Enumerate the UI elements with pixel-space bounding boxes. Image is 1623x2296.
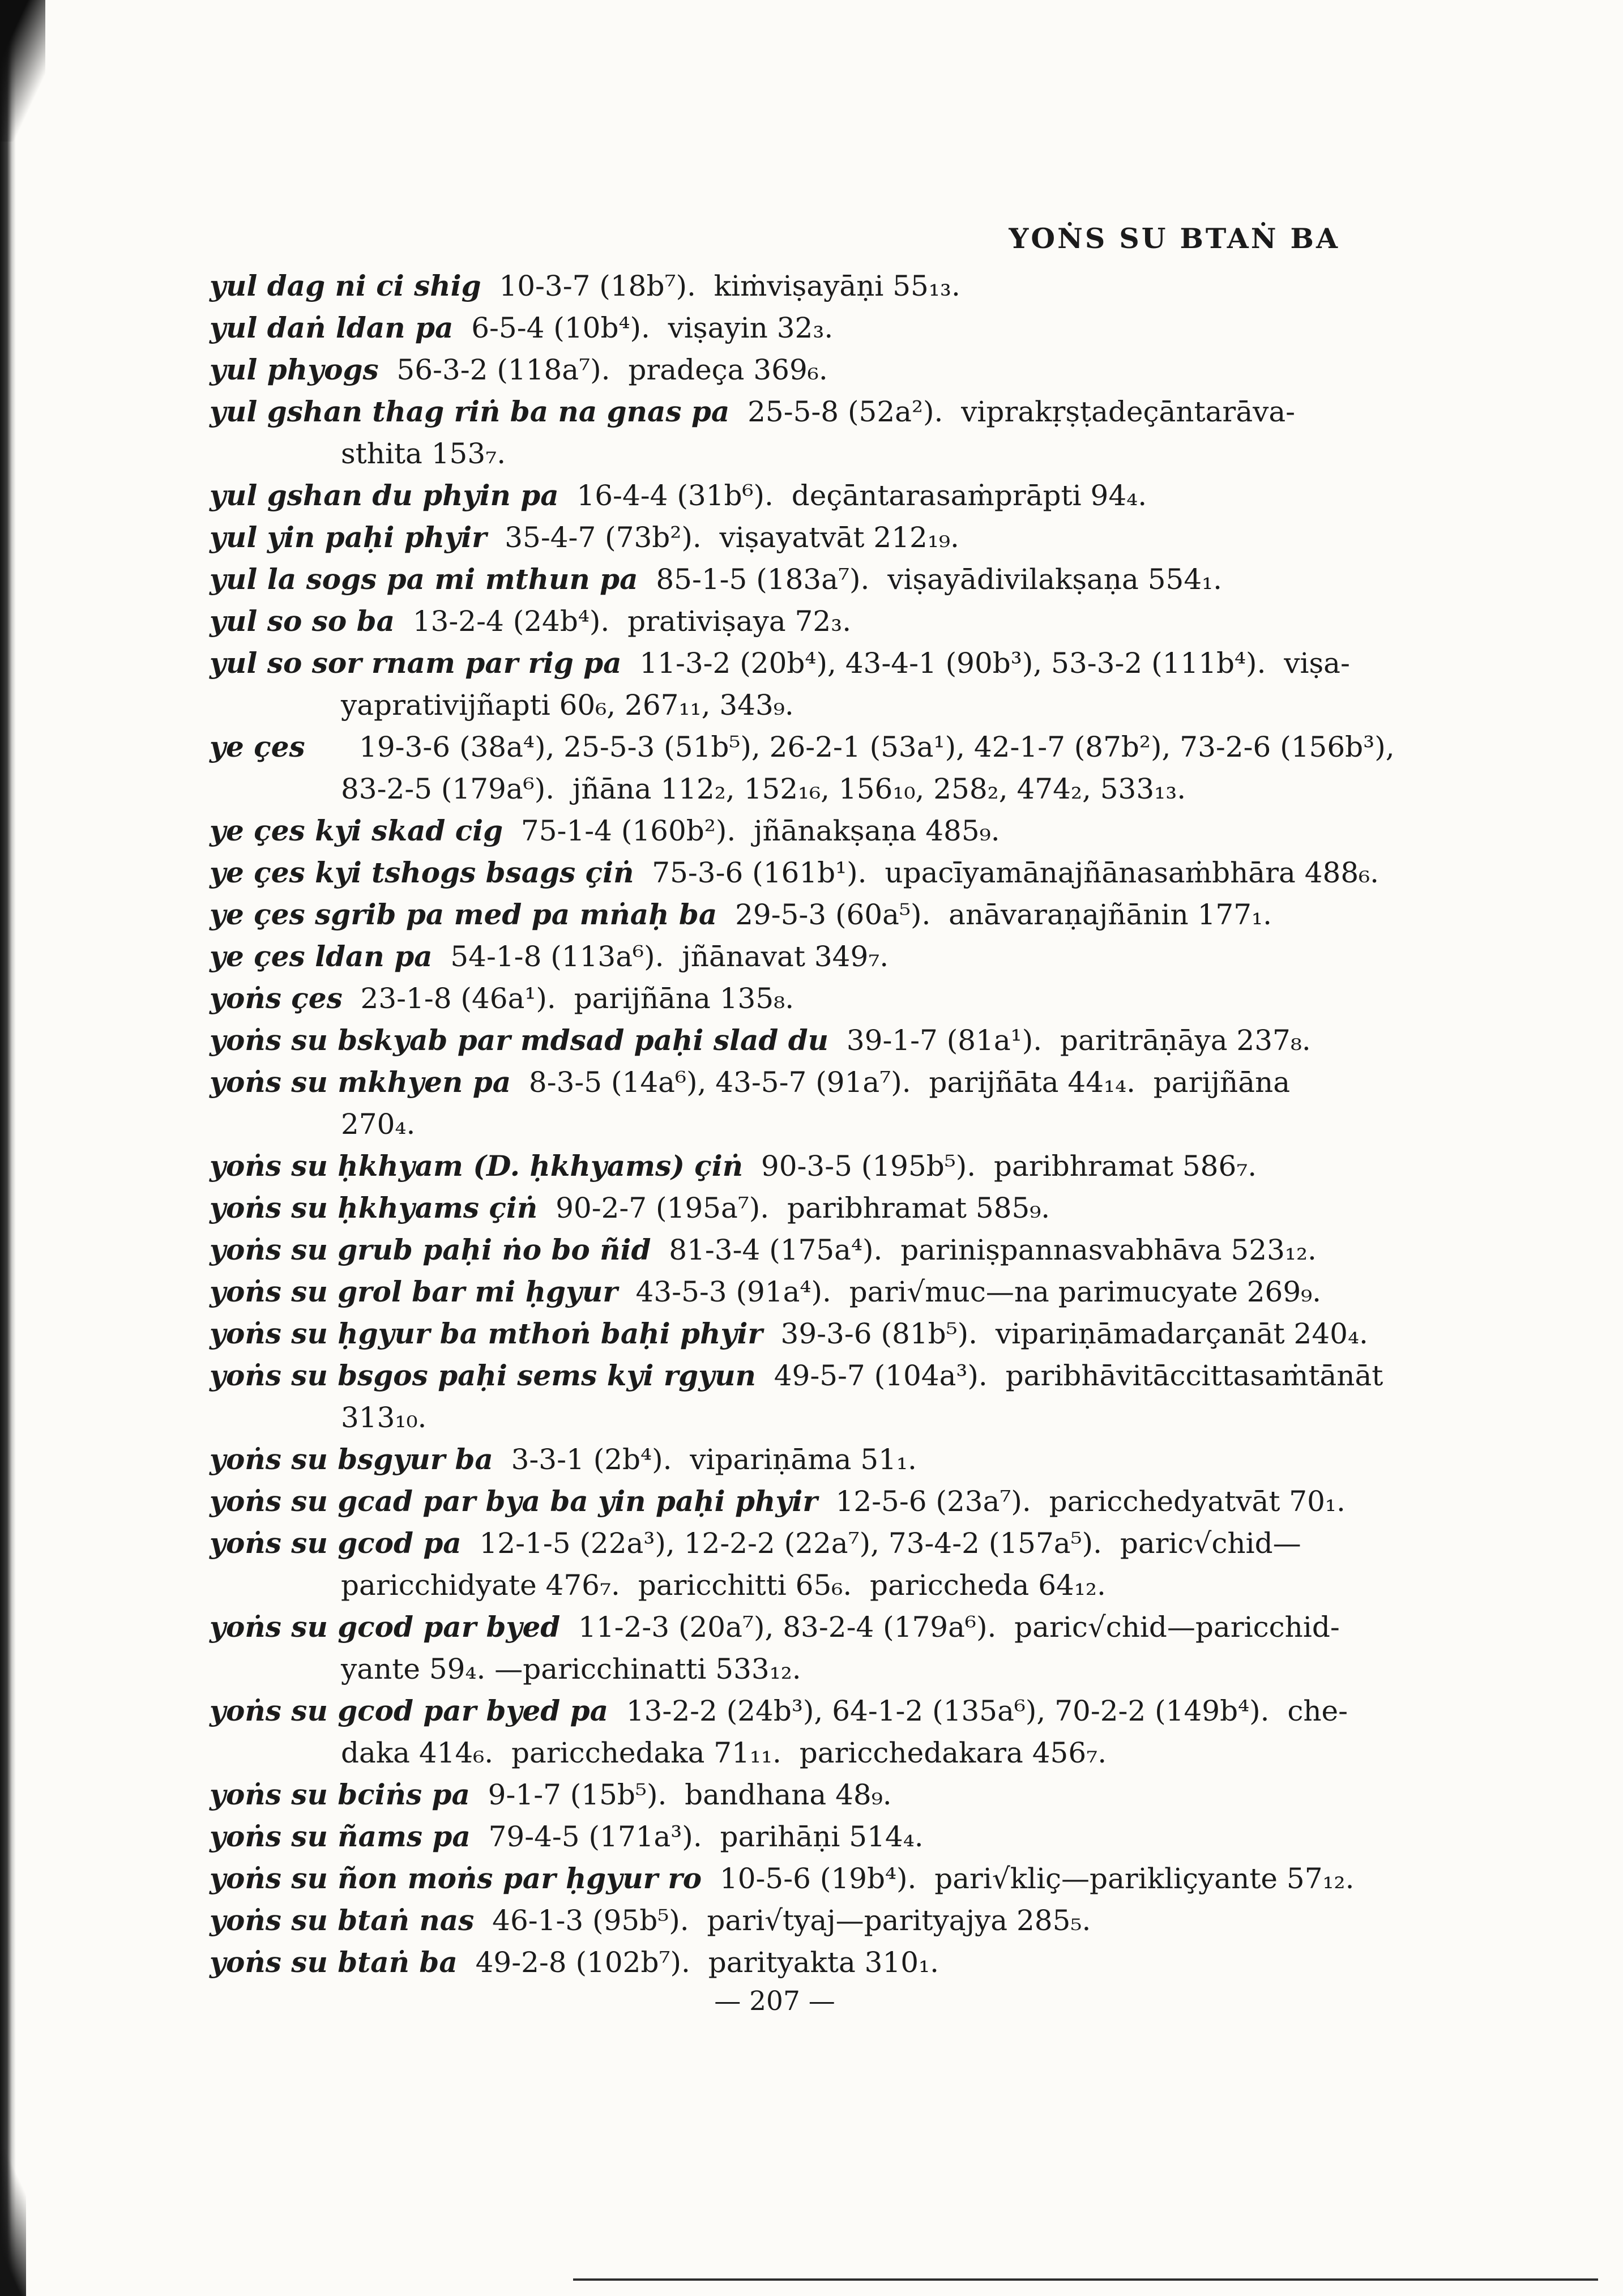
entry [210, 978, 1340, 1019]
entry-refs: 25-5-8 (52a²). viprakṛṣṭadeçāntarāva- [729, 395, 1296, 428]
entry-refs: 35-4-7 (73b²). viṣayatvāt 212₁₉. [486, 521, 959, 554]
entry-first-line [210, 894, 1340, 936]
entry-first-line [210, 1858, 1355, 1900]
entry-continuation-line: yante 59₄. —paricchinatti 533₁₂. [341, 1653, 801, 1685]
entry-term: yoṅs su ḥgyur ba mthoṅ baḥi phyir [210, 1317, 763, 1350]
entry [210, 642, 1350, 726]
entry-term: yoṅs su gcod pa [210, 1526, 462, 1560]
entry-term: yoṅs su bciṅs pa [210, 1778, 470, 1811]
entry-term: yul dag ni ci shig [210, 269, 481, 302]
entry [210, 1858, 1355, 1900]
entry-first-line [210, 1229, 1340, 1271]
entry-continuation-line: 83-2-5 (179a⁶). jñāna 112₂, 152₁₆, 156₁₀, 258₂, 474₂, 533₁₃. [341, 773, 1186, 805]
entry-term: yoṅs su ḥkhyam (D. ḥkhyams) çiṅ [210, 1149, 744, 1183]
entry-term: yoṅs su mkhyen pa [210, 1065, 511, 1099]
entry-refs: 29-5-3 (60a⁵). anāvaraṇajñānin 177₁. [717, 898, 1272, 931]
entry-term: yoṅs su bsgyur ba [210, 1443, 493, 1476]
entry-first-line [210, 1355, 1383, 1397]
entry [210, 1313, 1368, 1355]
entry-term: yoṅs su grub paḥi ṅo bo ñid [210, 1233, 651, 1266]
entry-continuation-line: yaprativijñapti 60₆, 267₁₁, 343₉. [341, 689, 794, 722]
entry-first-line [210, 475, 1340, 517]
entry [210, 810, 1340, 852]
entry-term: ye çes kyi tshogs bsags çiṅ [210, 856, 634, 889]
entry-continuation-line: daka 414₆. paricchedaka 71₁₁. paricchedakara 456₇. [341, 1736, 1107, 1769]
entry-first-line [210, 1690, 1348, 1732]
entry-first-line [210, 1187, 1340, 1229]
entry-refs: 10-5-6 (19b⁴). pari√kliç—parikliçyante 57₁₂. [702, 1862, 1355, 1895]
entry-refs: 49-5-7 (104a³). paribhāvitāccittasaṁtānāt [755, 1359, 1383, 1392]
entry-refs: 49-2-8 (102b⁷). parityakta 310₁. [457, 1946, 939, 1979]
entry [210, 852, 1379, 894]
entry-first-line [210, 349, 1340, 391]
entry [210, 726, 1395, 810]
entry [210, 1271, 1340, 1313]
entry-term: yoṅs su gcod par byed pa [210, 1694, 609, 1727]
entry [210, 558, 1340, 600]
entry [210, 1019, 1340, 1061]
entry-term: yoṅs su grol bar mi ḥgyur [210, 1275, 618, 1308]
entry-term: yoṅs su btaṅ nas [210, 1904, 475, 1937]
entry-term: ye çes [210, 730, 305, 763]
page-number: — 207 — [714, 1986, 835, 2017]
running-header: YOṄS SU BTAṄ BA [1009, 222, 1340, 255]
entry-first-line [210, 600, 1340, 642]
entry-term: ye çes kyi skad cig [210, 814, 503, 847]
entry [210, 1187, 1340, 1229]
entry-refs: 8-3-5 (14a⁶), 43-5-7 (91a⁷). parijñāta 44₁₄. parijñāna [511, 1066, 1291, 1099]
entry-first-line [210, 852, 1379, 894]
entry-term: yul daṅ ldan pa [210, 311, 454, 344]
entry-first-line [210, 810, 1340, 852]
entry-refs: 12-1-5 (22a³), 12-2-2 (22a⁷), 73-4-2 (157a⁵). paric√chid— [461, 1527, 1301, 1560]
entry-term: yoṅs su ñams pa [210, 1820, 471, 1853]
entry-first-line [210, 1816, 1340, 1858]
entry [210, 1061, 1340, 1145]
entry [210, 1941, 1340, 1983]
entry-first-line [210, 1145, 1340, 1187]
entry-term: yoṅs su bskyab par mdsad paḥi slad du [210, 1023, 829, 1057]
entry-refs: 81-3-4 (175a⁴). pariniṣpannasvabhāva 523₁₂. [651, 1234, 1317, 1266]
entry-first-line [210, 307, 1340, 349]
entry-refs: 75-3-6 (161b¹). upacīyamānajñānasaṁbhāra 488₆. [634, 856, 1379, 889]
entry-first-line [210, 1522, 1340, 1564]
entry-refs: 54-1-8 (113a⁶). jñānavat 349₇. [432, 940, 889, 973]
entry-first-line [210, 1439, 1340, 1480]
entry [210, 600, 1340, 642]
entry-first-line [210, 1061, 1340, 1103]
entry [210, 894, 1340, 936]
entry-term: yoṅs su bsgos paḥi sems kyi rgyun [210, 1359, 756, 1392]
entry-term: ye çes sgrib pa med pa mṅaḥ ba [210, 898, 717, 931]
entry-first-line [210, 1480, 1346, 1522]
entry-refs: 90-2-7 (195a⁷). paribhramat 585₉. [537, 1192, 1050, 1224]
entry [210, 1900, 1340, 1941]
entry-refs: 11-3-2 (20b⁴), 43-4-1 (90b³), 53-3-2 (111b⁴). viṣa- [621, 647, 1350, 680]
entry [210, 1774, 1340, 1816]
entry-first-line [210, 517, 1340, 558]
entry [210, 1439, 1340, 1480]
entry-term: yul so sor rnam par rig pa [210, 646, 622, 680]
entry-first-line [210, 265, 1340, 307]
entry [210, 349, 1340, 391]
entry-term: yoṅs su gcad par bya ba yin paḥi phyir [210, 1484, 818, 1518]
entry-first-line [210, 558, 1340, 600]
book-binding-shadow [0, 0, 16, 2296]
entry [210, 475, 1340, 517]
entry [210, 517, 1340, 558]
entry-refs: 9-1-7 (15b⁵). bandhana 48₉. [469, 1778, 892, 1811]
entry-first-line [210, 391, 1340, 433]
entry-term: yoṅs su gcod par byed [210, 1610, 561, 1644]
entry [210, 1229, 1340, 1271]
entry [210, 1480, 1346, 1522]
entry-continuation-line: 313₁₀. [341, 1401, 427, 1434]
entry-refs: 39-3-6 (81b⁵). vipariṇāmadarçanāt 240₄. [762, 1317, 1368, 1350]
entry-refs: 10-3-7 (18b⁷). kiṁviṣayāṇi 55₁₃. [481, 270, 960, 302]
entry [210, 1816, 1340, 1858]
entry-term: yoṅs su ñon moṅs par ḥgyur ro [210, 1862, 702, 1895]
entry-term: yul la sogs pa mi mthun pa [210, 562, 638, 596]
entry-term: yul gshan thag riṅ ba na gnas pa [210, 395, 730, 428]
entry-refs: 39-1-7 (81a¹). paritrāṇāya 237₈. [828, 1024, 1311, 1057]
entry-refs: 11-2-3 (20a⁷), 83-2-4 (179a⁶). paric√chid—paricchid- [560, 1611, 1340, 1644]
entry-first-line [210, 726, 1395, 768]
entry-refs: 6-5-4 (10b⁴). viṣayin 32₃. [453, 311, 834, 344]
entry-refs: 43-5-3 (91a⁴). pari√muc—na parimucyate 269₉. [617, 1275, 1322, 1308]
entry [210, 1690, 1348, 1774]
entry-refs: 12-5-6 (23a⁷). paricchedyatvāt 70₁. [817, 1485, 1346, 1518]
entry-refs: 56-3-2 (118a⁷). pradeça 369₆. [378, 353, 828, 386]
entry-term: yul yin paḥi phyir [210, 520, 487, 554]
entry-term: yul phyogs [210, 353, 379, 386]
entry-refs: 90-3-5 (195b⁵). paribhramat 586₇. [743, 1150, 1257, 1183]
entry-first-line [210, 1900, 1340, 1941]
entry-refs: 46-1-3 (95b⁵). pari√tyaj—parityajya 285₅. [474, 1904, 1091, 1937]
entry [210, 1145, 1340, 1187]
entry-continuation-line: paricchidyate 476₇. paricchitti 65₆. pariccheda 64₁₂. [341, 1569, 1106, 1602]
entry-first-line [210, 1941, 1340, 1983]
entry [210, 1606, 1340, 1690]
entry-term: yoṅs çes [210, 981, 343, 1015]
entry [210, 936, 1340, 978]
entry-first-line [210, 978, 1340, 1019]
entry-first-line [210, 1271, 1340, 1313]
entry-refs: 13-2-2 (24b³), 64-1-2 (135a⁶), 70-2-2 (149b⁴). che- [608, 1695, 1348, 1727]
entry [210, 1522, 1340, 1606]
entry-first-line [210, 1774, 1340, 1816]
entry-term: yul gshan du phyin pa [210, 479, 559, 512]
entry-continuation-line: sthita 153₇. [341, 437, 506, 470]
entry-first-line [210, 1606, 1340, 1648]
entry-first-line [210, 1313, 1368, 1355]
entry-refs: 75-1-4 (160b²). jñānakṣaṇa 485₉. [503, 814, 1000, 847]
entry-term: yoṅs su ḥkhyams çiṅ [210, 1191, 538, 1224]
entry-refs: 3-3-1 (2b⁴). vipariṇāma 51₁. [493, 1443, 917, 1476]
entry-term: ye çes ldan pa [210, 940, 433, 973]
entry-refs: 85-1-5 (183a⁷). viṣayādivilakṣaṇa 554₁. [638, 563, 1223, 596]
entry [210, 391, 1340, 475]
entry-term: yul so so ba [210, 604, 395, 638]
bottom-rule [573, 2278, 1598, 2281]
entry-term: yoṅs su btaṅ ba [210, 1945, 458, 1979]
entry-first-line [210, 642, 1350, 684]
entry-first-line [210, 1019, 1340, 1061]
entry-first-line [210, 936, 1340, 978]
entry-refs: 79-4-5 (171a³). parihāṇi 514₄. [470, 1820, 924, 1853]
entry-refs: 13-2-4 (24b⁴). prativiṣaya 72₃. [394, 605, 852, 638]
entry-continuation-line: 270₄. [341, 1108, 416, 1141]
entry [210, 307, 1340, 349]
entry [210, 1355, 1383, 1439]
entry-refs: 23-1-8 (46a¹). parijñāna 135₈. [342, 982, 795, 1015]
entry-refs: 19-3-6 (38a⁴), 25-5-3 (51b⁵), 26-2-1 (53a¹), 42-1-7 (87b²), 73-2-6 (156b³), [305, 731, 1395, 763]
entry-refs: 16-4-4 (31b⁶). deçāntarasaṁprāpti 94₄. [558, 479, 1147, 512]
entry [210, 265, 1340, 307]
entry-list [210, 265, 1395, 1983]
